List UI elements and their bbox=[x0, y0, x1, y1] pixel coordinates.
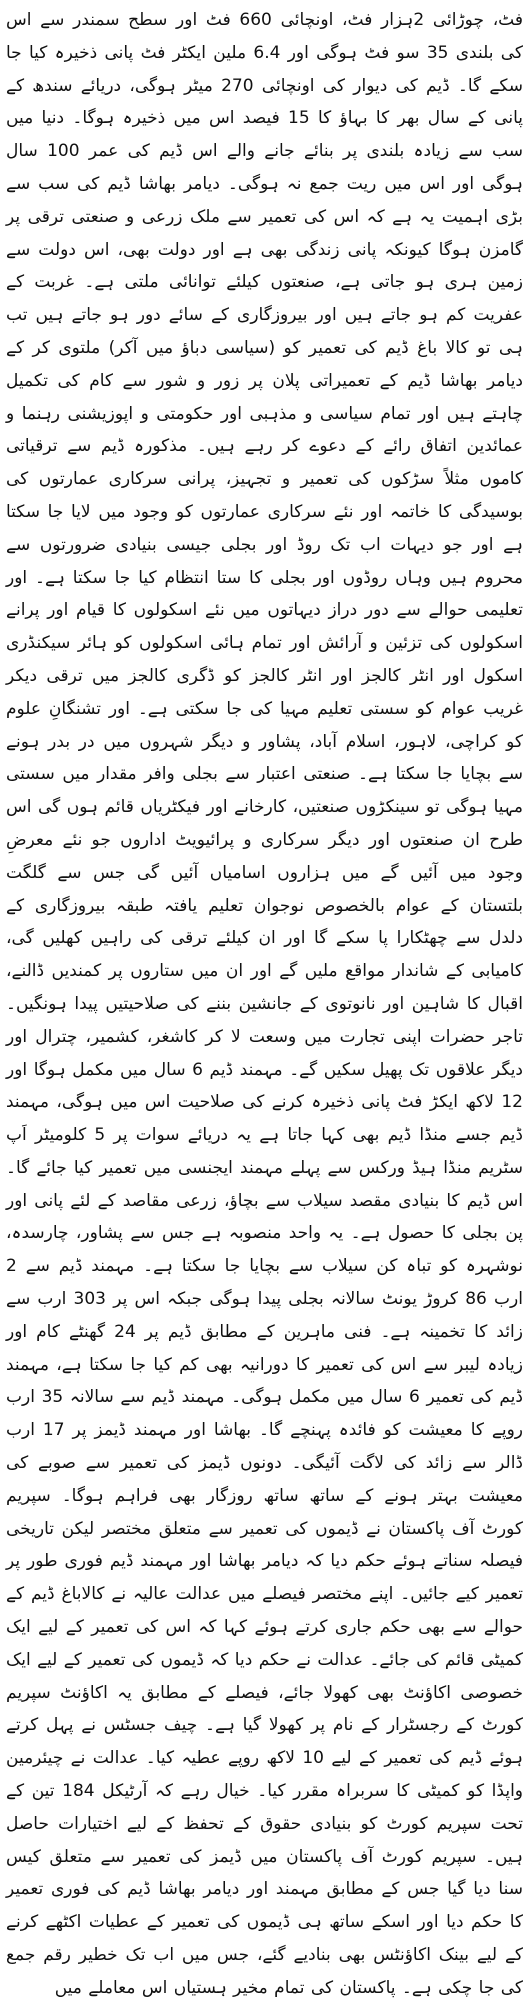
article-body-text: فٹ، چوڑائی 2ہزار فٹ، اونچائی 660 فٹ اور سطح سمندر سے اس کی بلندی 35 سو فٹ ہوگی اور 6.4 ملین ایکٹر فٹ پانی ذخیرہ کیا جا سکے گا۔ ڈیم کی دیوار کی اونچائی 270 میٹر ہوگی، دریائے سندھ کے پانی کے سال بھر کا بہاؤ کا 15 فیصد اس میں ذخیرہ ہوگا۔ دنیا میں سب سے زیادہ بلندی پر بنائے جانے والے اس ڈیم کی عمر 100 سال ہوگی اور اس میں ریت جمع نہ ہوگی۔ دیامر بھاشا ڈیم کی سب سے بڑی اہمیت یہ ہے کہ اس کی تعمیر سے ملک زرعی و صنعتی ترقی پر گامزن ہوگا کیونکہ پانی زندگی بھی ہے اور دولت بھی، اس دولت سے زمین ہری ہو جاتی ہے، صنعتوں کیلئے توانائی ملتی ہے۔ غربت کے عفریت کم ہو جاتے ہیں اور بیروزگاری کے سائے دور ہو جاتے ہیں تب ہی تو کالا باغ ڈیم کی تعمیر کو (سیاسی دباؤ میں آکر) ملتوی کر کے دیامر بھاشا ڈیم کے تعمیراتی پلان پر زور و شور سے کام کی تکمیل چاہتے ہیں اور تمام سیاسی و مذہبی اور حکومتی و اپوزیشنی رہنما و عمائدین اتفاق رائے کے دعوے کر رہے ہیں۔ مذکورہ ڈیم سے ترقیاتی کاموں مثلاً سڑکوں کی تعمیر و تجہیز، پرانی سرکاری عمارتوں کی بوسیدگی کا خاتمہ اور نئے سرکاری عمارتوں کو وجود میں لایا جا سکتا ہے اور جو دیہات اب تک روڈ اور بجلی جیسی بنیادی ضرورتوں سے محروم ہیں وہاں روڈوں اور بجلی کا ستا انتظام کیا جا سکتا ہے۔ اور تعلیمی حوالے سے دور دراز دیہاتوں میں نئے اسکولوں کا قیام اور پرانے اسکولوں کی تزئین و آرائش اور تمام ہائی اسکولوں کو ہائر سیکنڈری اسکول اور انٹر کالجز اور انٹر کالجز کو ڈگری کالجز میں ترقی دیکر غریب عوام کو سستی تعلیم مہیا کی جا سکتی ہے۔ اور تشنگانِ علوم کو کراچی، لاہور، اسلام آباد، پشاور و دیگر شہروں میں در بدر ہونے سے بچایا جا سکتا ہے۔ صنعتی اعتبار سے بجلی وافر مقدار میں سستی مہیا ہوگی تو سینکڑوں صنعتیں، کارخانے اور فیکٹریاں قائم ہوں گی اس طرح ان صنعتوں اور دیگر سرکاری و پرائیویٹ اداروں جو نئے معرضِ وجود میں آئیں گے میں ہزاروں اسامیاں آئیں گی جس سے گلگت بلتستان کے عوام بالخصوص نوجوان تعلیم یافتہ طبقہ بیروزگاری کے دلدل سے چھٹکارا پا سکے گا اور ان کیلئے ترقی کی راہیں کھلیں گی، کامیابی کے شاندار مواقع ملیں گے اور ان میں ستاروں پر کمندیں ڈالنے، اقبال کا شاہین اور نانوتوی کے جانشین بننے کی صلاحیتیں پیدا ہونگیں۔ تاجر حضرات اپنی تجارت میں وسعت لا کر کاشغر، کشمیر، چترال اور دیگر علاقوں تک پھیل سکیں گے۔ مہمند ڈیم 6 سال میں مکمل ہوگا اور 12 لاکھ ایکڑ فٹ پانی ذخیرہ کرنے کی صلاحیت اس میں ہوگی، مہمند ڈیم جسے منڈا ڈیم بھی کہا جاتا ہے یہ دریائے سوات پر 5 کلومیٹر اَپ سٹریم منڈا ہیڈ ورکس سے پہلے مہمند ایجنسی میں تعمیر کیا جائے گا۔ اس ڈیم کا بنیادی مقصد سیلاب سے بچاؤ، زرعی مقاصد کے لئے پانی اور پن بجلی کا حصول ہے۔ یہ واحد منصوبہ ہے جس سے پشاور، چارسدہ، نوشہرہ کو تباہ کن سیلاب سے بچایا جا سکتا ہے۔ مہمند ڈیم سے 2 ارب 86 کروڑ یونٹ سالانہ بجلی پیدا ہوگی جبکہ اس پر 303 ارب سے زائد کا تخمینہ ہے۔ فنی ماہرین کے مطابق ڈیم پر 24 گھنٹے کام اور زیادہ لیبر سے اس کی تعمیر کا دورانیہ بھی کم کیا جا سکتا ہے، مہمند ڈیم کی تعمیر 6 سال میں مکمل ہوگی۔ مہمند ڈیم سے سالانہ 35 ارب روپے کا معیشت کو فائدہ پہنچے گا۔ بھاشا اور مہمند ڈیمز پر 17 ارب ڈالر سے زائد کی لاگت آئیگی۔ دونوں ڈیمز کی تعمیر سے صوبے کی معیشت بہتر ہونے کے ساتھ ساتھ روزگار بھی فراہم ہوگا۔ سپریم کورٹ آف پاکستان نے ڈیموں کی تعمیر سے متعلق مختصر لیکن تاریخی فیصلہ سناتے ہوئے حکم دیا کہ دیامر بھاشا اور مہمند ڈیم فوری طور پر تعمیر کیے جائیں۔ اپنے مختصر فیصلے میں عدالت عالیہ نے کالاباغ ڈیم کے حوالے سے بھی حکم جاری کرتے ہوئے کہا کہ اس کی تعمیر کے لیے ایک کمیٹی قائم کی جائے۔ عدالت نے حکم دیا کہ ڈیموں کی تعمیر کے لیے ایک خصوصی اکاؤنٹ بھی کھولا جائے، فیصلے کے مطابق یہ اکاؤنٹ سپریم کورٹ کے رجسٹرار کے نام پر کھولا گیا ہے۔ چیف جسٹس نے پہل کرتے ہوئے ڈیم کی تعمیر کے لیے 10 لاکھ روپے عطیہ کیا۔ عدالت نے چیئرمین واپڈا کو کمیٹی کا سربراہ مقرر کیا۔ خیال رہے کہ آرٹیکل 184 تین کے تحت سپریم کورٹ کو بنیادی حقوق کے تحفظ کے لیے اختیارات حاصل ہیں۔ سپریم کورٹ آف پاکستان میں ڈیمز کی تعمیر سے متعلق کیس سنا دیا گیا جس کے مطابق مہمند اور دیامر بھاشا ڈیم کی فوری تعمیر کا حکم دیا اور اسکے ساتھ ہی ڈیموں کی تعمیر کے عطیات اکٹھے کرنے کے لیے بینک اکاؤنٹس بھی بنادیے گئے، جس میں اب تک خطیر رقم جمع کی جا چکی ہے۔ پاکستان کی تمام مخیر ہستیاں اس معاملے میں bbox=[6, 10, 524, 1998]
